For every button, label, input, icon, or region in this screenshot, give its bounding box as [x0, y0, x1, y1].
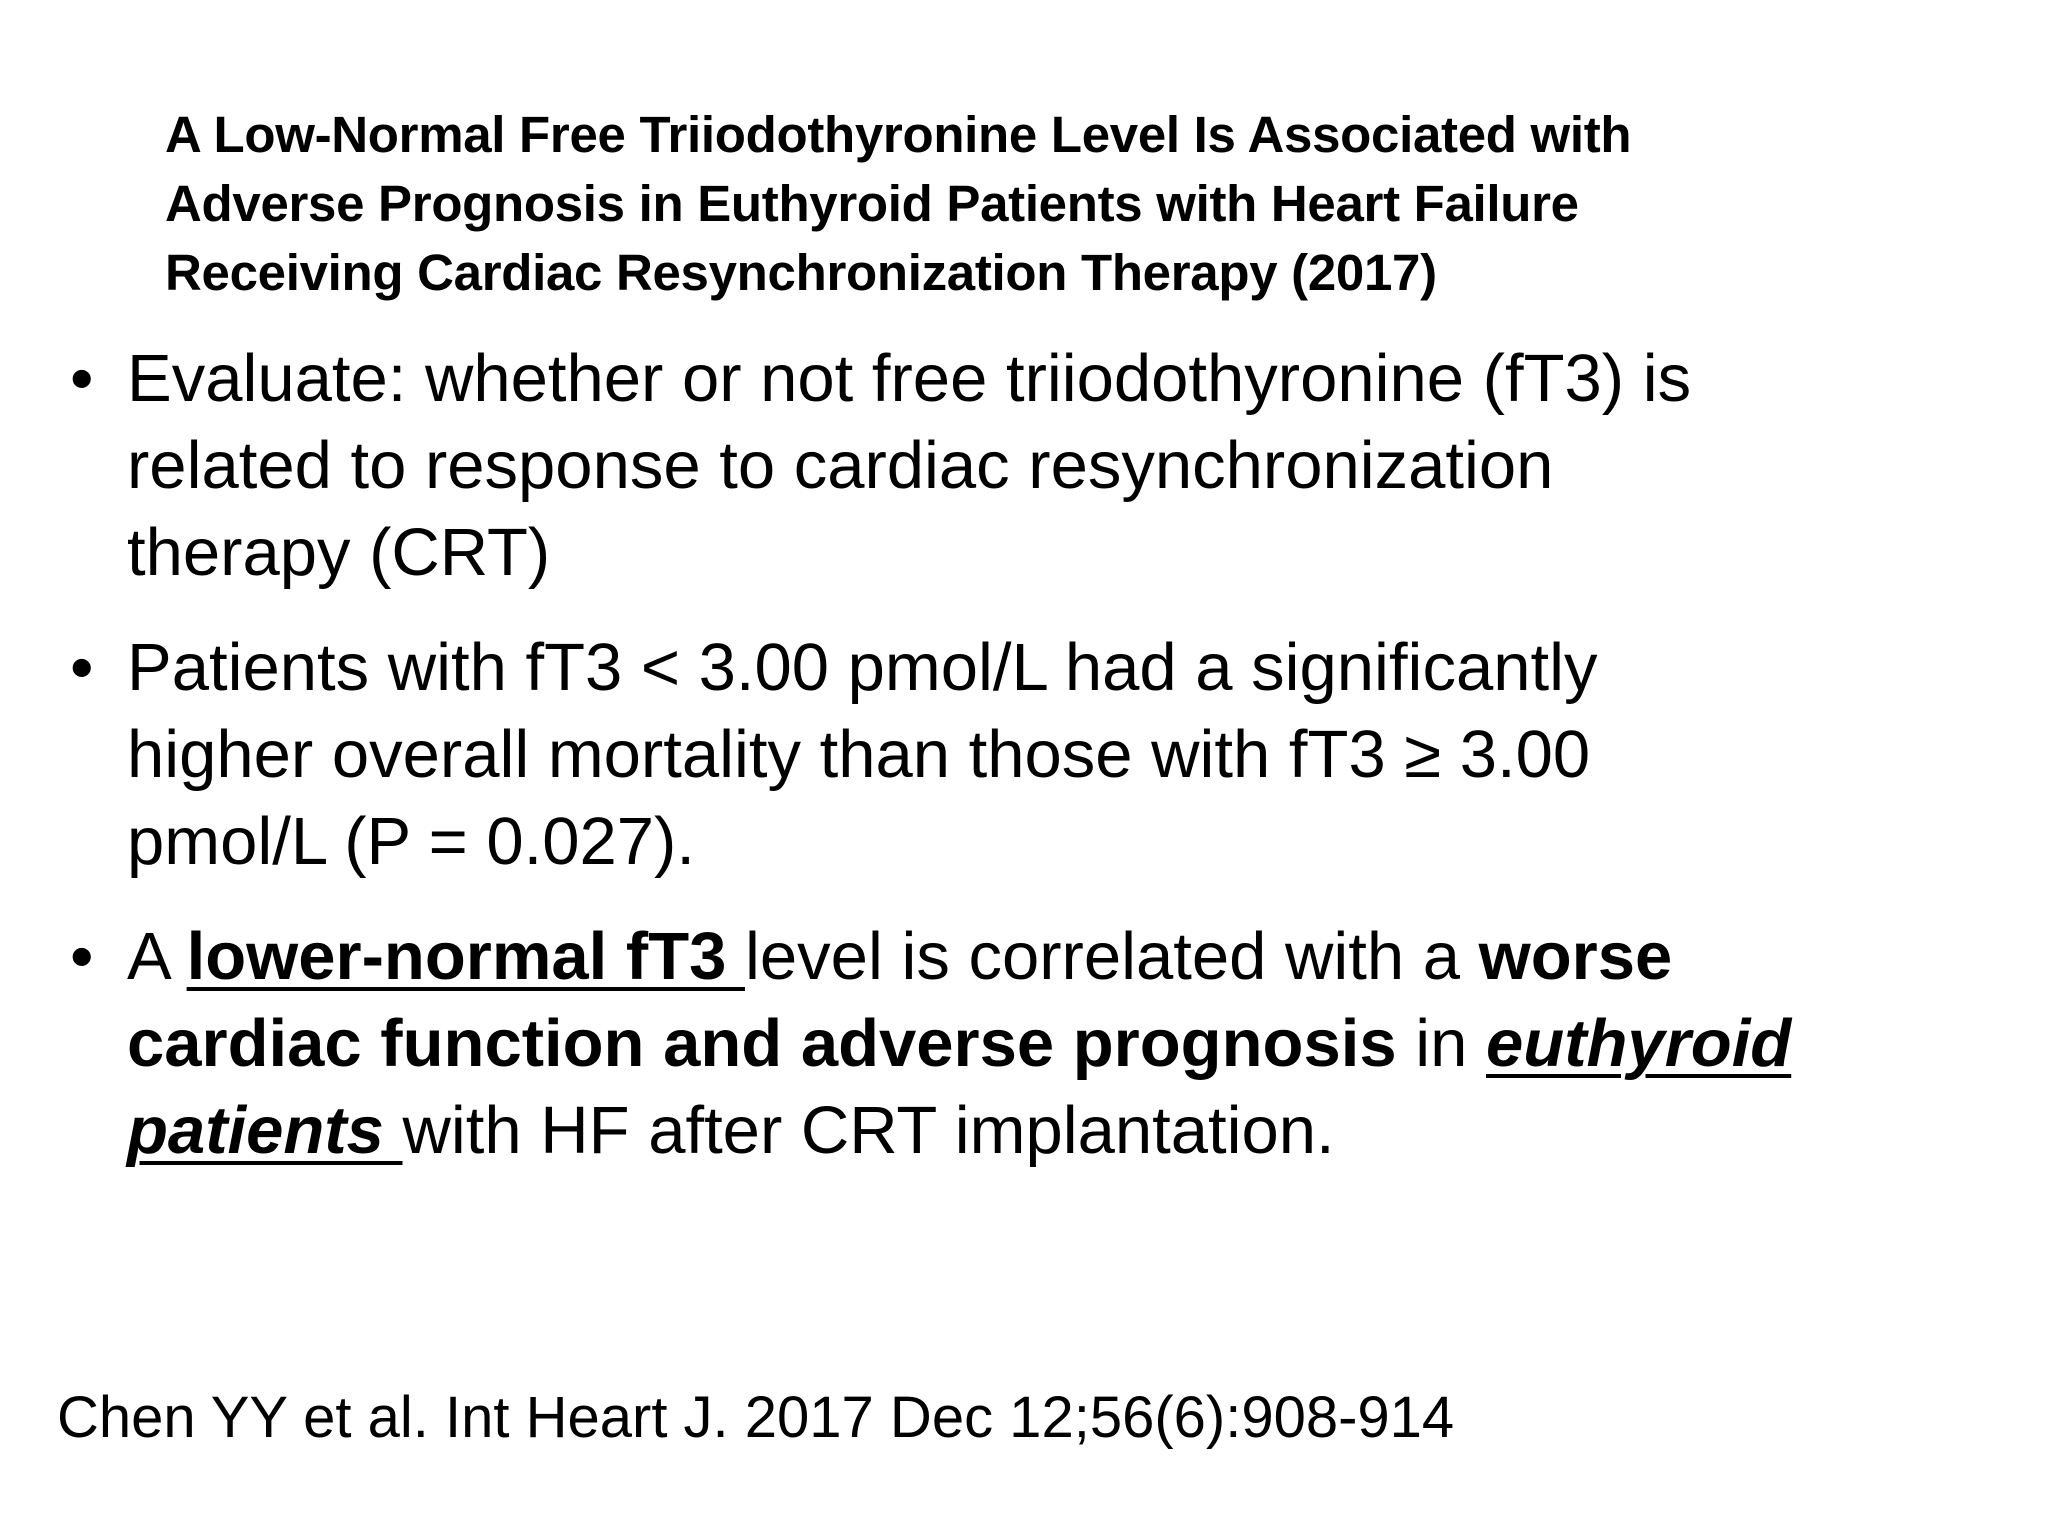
- bullet-line: related to response to cardiac resynchronization: [127, 428, 1554, 503]
- bullet-line: therapy (CRT): [127, 515, 551, 590]
- bullet-line: [127, 1000, 1990, 1087]
- bullet-dot: •: [70, 341, 94, 416]
- bullet-item-evaluate: [60, 335, 1990, 596]
- text-run: A: [127, 919, 187, 994]
- bullet-line: [127, 913, 1990, 1000]
- bullet-dot: •: [70, 630, 94, 705]
- text-run: in: [1396, 1006, 1486, 1081]
- emphasis-worse: worse: [1478, 919, 1673, 994]
- bullet-line: pmol/L (P = 0.027).: [127, 804, 695, 879]
- bullet-dot: •: [70, 919, 94, 994]
- text-run: with HF after CRT implantation.: [402, 1093, 1335, 1168]
- bullet-line: Evaluate: whether or not free triiodothyronine (fT3) is: [127, 341, 1692, 416]
- bullet-item-mortality: [60, 624, 1990, 885]
- title-line: Receiving Cardiac Resynchronization Therapy (2017): [165, 244, 1437, 301]
- bullet-list: [60, 335, 1990, 1202]
- bullet-line: [127, 1087, 1990, 1174]
- title-line: Adverse Prognosis in Euthyroid Patients with Heart Failure: [165, 175, 1579, 232]
- emphasis-cardiac-function: cardiac function and adverse prognosis: [127, 1006, 1397, 1081]
- text-run: level is correlated with a: [745, 919, 1479, 994]
- bullet-item-conclusion: [60, 913, 1990, 1174]
- emphasis-euthyroid: euthyroid: [1486, 1006, 1792, 1081]
- title-line: A Low-Normal Free Triiodothyronine Level Is Associated with: [165, 106, 1632, 163]
- slide-title: [165, 100, 1885, 307]
- bullet-line: higher overall mortality than those with fT3 ≥ 3.00: [127, 717, 1591, 792]
- citation: Chen YY et al. Int Heart J. 2017 Dec 12;56(6):908-914: [57, 1385, 1455, 1450]
- emphasis-patients: patients: [127, 1093, 403, 1168]
- bullet-line: Patients with fT3 < 3.00 pmol/L had a significantly: [127, 630, 1598, 705]
- emphasis-lower-normal-ft3: lower-normal fT3: [186, 919, 746, 994]
